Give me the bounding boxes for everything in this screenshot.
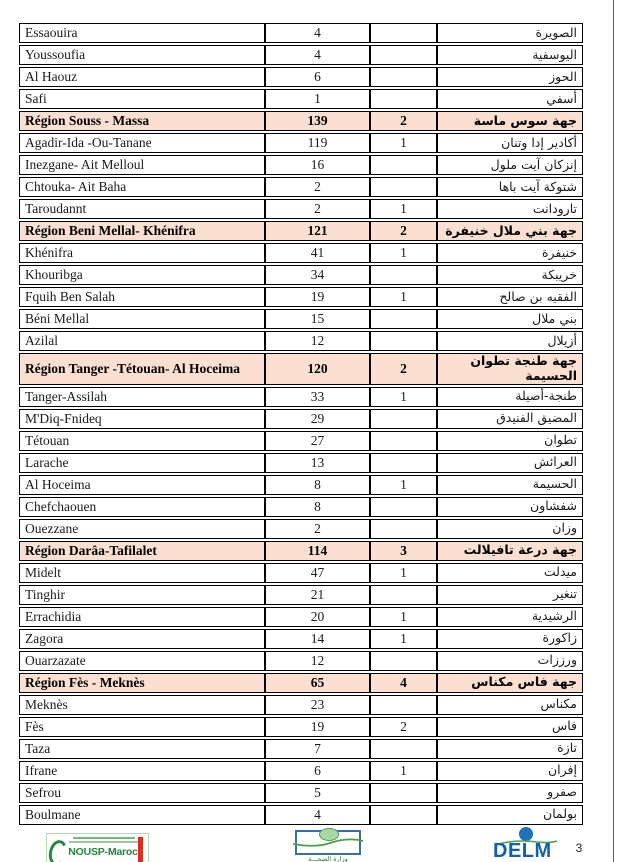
region-summary-row bbox=[19, 541, 583, 561]
name-fr: Région Souss - Massa bbox=[19, 111, 265, 131]
province-row bbox=[19, 475, 583, 495]
name-ar: اليوسفية bbox=[437, 45, 583, 65]
count-secondary: 4 bbox=[370, 673, 437, 693]
count-primary: 15 bbox=[265, 309, 370, 329]
province-row bbox=[19, 199, 583, 219]
name-ar: وزان bbox=[437, 519, 583, 539]
nousp-red-bar bbox=[138, 837, 143, 862]
name-fr: Tanger-Assilah bbox=[19, 387, 265, 407]
page-edge-line bbox=[613, 0, 614, 862]
name-ar: تازة bbox=[437, 739, 583, 759]
nousp-maroc-logo bbox=[46, 833, 149, 862]
ministry-of-health-logo bbox=[295, 829, 365, 862]
count-secondary bbox=[370, 651, 437, 671]
name-fr: Taza bbox=[19, 739, 265, 759]
count-secondary bbox=[370, 695, 437, 715]
province-row bbox=[19, 265, 583, 285]
name-ar: جهة درعة تافيلالت bbox=[437, 541, 583, 561]
count-secondary bbox=[370, 453, 437, 473]
page-footer bbox=[0, 826, 621, 862]
count-secondary: 3 bbox=[370, 541, 437, 561]
province-row bbox=[19, 177, 583, 197]
name-ar: جهة سوس ماسة bbox=[437, 111, 583, 131]
name-ar: أزيلال bbox=[437, 331, 583, 351]
page-number: 3 bbox=[575, 841, 583, 855]
province-row bbox=[19, 717, 583, 737]
province-row bbox=[19, 805, 583, 825]
count-primary: 27 bbox=[265, 431, 370, 451]
name-fr: Zagora bbox=[19, 629, 265, 649]
name-fr: Inezgane- Ait Melloul bbox=[19, 155, 265, 175]
name-ar: الرشيدية bbox=[437, 607, 583, 627]
nousp-logo-label: NOUSP-Maroc bbox=[68, 846, 138, 858]
name-fr: M'Diq-Fnideq bbox=[19, 409, 265, 429]
count-primary: 41 bbox=[265, 243, 370, 263]
region-summary-row bbox=[19, 111, 583, 131]
count-secondary bbox=[370, 155, 437, 175]
count-primary: 4 bbox=[265, 23, 370, 43]
count-secondary: 2 bbox=[370, 221, 437, 241]
name-ar: مكناس bbox=[437, 695, 583, 715]
name-ar: فاس bbox=[437, 717, 583, 737]
name-fr: Chtouka- Ait Baha bbox=[19, 177, 265, 197]
name-fr: Fquih Ben Salah bbox=[19, 287, 265, 307]
province-row bbox=[19, 331, 583, 351]
count-primary: 4 bbox=[265, 805, 370, 825]
count-secondary bbox=[370, 67, 437, 87]
name-fr: Région Tanger -Tétouan- Al Hoceima bbox=[19, 353, 265, 385]
count-primary: 14 bbox=[265, 629, 370, 649]
count-secondary bbox=[370, 331, 437, 351]
name-fr: Essaouira bbox=[19, 23, 265, 43]
name-ar: بني ملال bbox=[437, 309, 583, 329]
name-fr: Meknès bbox=[19, 695, 265, 715]
province-row bbox=[19, 387, 583, 407]
count-primary: 5 bbox=[265, 783, 370, 803]
count-primary: 121 bbox=[265, 221, 370, 241]
name-ar: بولمان bbox=[437, 805, 583, 825]
count-secondary bbox=[370, 45, 437, 65]
moh-swoosh-icon bbox=[292, 835, 364, 849]
count-primary: 2 bbox=[265, 519, 370, 539]
province-row bbox=[19, 519, 583, 539]
name-ar: ميدلت bbox=[437, 563, 583, 583]
count-primary: 12 bbox=[265, 331, 370, 351]
count-secondary bbox=[370, 519, 437, 539]
count-primary: 7 bbox=[265, 739, 370, 759]
count-secondary bbox=[370, 585, 437, 605]
name-fr: Région Fès - Meknès bbox=[19, 673, 265, 693]
name-fr: Ouezzane bbox=[19, 519, 265, 539]
province-row bbox=[19, 89, 583, 109]
province-row bbox=[19, 431, 583, 451]
count-primary: 8 bbox=[265, 497, 370, 517]
count-secondary bbox=[370, 177, 437, 197]
count-secondary: 1 bbox=[370, 199, 437, 219]
count-primary: 23 bbox=[265, 695, 370, 715]
count-secondary: 1 bbox=[370, 563, 437, 583]
name-ar: طنجة-أصيلة bbox=[437, 387, 583, 407]
count-secondary: 1 bbox=[370, 243, 437, 263]
count-primary: 139 bbox=[265, 111, 370, 131]
name-ar: جهة طنجة تطوان الحسيمة bbox=[437, 353, 583, 385]
name-fr: Errachidia bbox=[19, 607, 265, 627]
count-secondary: 1 bbox=[370, 629, 437, 649]
moh-logo-label: وزارة الصحـــة bbox=[308, 855, 348, 862]
count-secondary bbox=[370, 409, 437, 429]
name-fr: Midelt bbox=[19, 563, 265, 583]
name-fr: Béni Mellal bbox=[19, 309, 265, 329]
count-primary: 2 bbox=[265, 177, 370, 197]
name-fr: Khouribga bbox=[19, 265, 265, 285]
region-table-body bbox=[19, 23, 583, 825]
name-ar: شفشاون bbox=[437, 497, 583, 517]
count-primary: 47 bbox=[265, 563, 370, 583]
name-ar: جهة فاس مكناس bbox=[437, 673, 583, 693]
count-primary: 6 bbox=[265, 761, 370, 781]
name-fr: Chefchaouen bbox=[19, 497, 265, 517]
name-ar: صفرو bbox=[437, 783, 583, 803]
count-secondary bbox=[370, 497, 437, 517]
nousp-tiny-text-line bbox=[69, 841, 139, 843]
region-summary-row bbox=[19, 221, 583, 241]
name-ar: تارودانت bbox=[437, 199, 583, 219]
name-fr: Tétouan bbox=[19, 431, 265, 451]
province-row bbox=[19, 45, 583, 65]
name-fr: Khénifra bbox=[19, 243, 265, 263]
count-secondary bbox=[370, 805, 437, 825]
province-row bbox=[19, 739, 583, 759]
name-fr: Taroudannt bbox=[19, 199, 265, 219]
count-secondary bbox=[370, 265, 437, 285]
name-fr: Azilal bbox=[19, 331, 265, 351]
province-row bbox=[19, 651, 583, 671]
name-ar: إنزكان آيت ملول bbox=[437, 155, 583, 175]
count-secondary bbox=[370, 89, 437, 109]
name-fr: Youssoufia bbox=[19, 45, 265, 65]
province-row bbox=[19, 243, 583, 263]
count-secondary bbox=[370, 431, 437, 451]
name-ar: الحسيمة bbox=[437, 475, 583, 495]
name-fr: Larache bbox=[19, 453, 265, 473]
province-row bbox=[19, 287, 583, 307]
count-primary: 4 bbox=[265, 45, 370, 65]
nousp-tiny-text-line bbox=[73, 837, 135, 839]
count-secondary: 1 bbox=[370, 607, 437, 627]
name-ar: خريبكة bbox=[437, 265, 583, 285]
delm-logo-label: DELM bbox=[493, 840, 552, 862]
name-ar: خنيفرة bbox=[437, 243, 583, 263]
count-secondary: 1 bbox=[370, 475, 437, 495]
name-ar: تطوان bbox=[437, 431, 583, 451]
name-fr: Ifrane bbox=[19, 761, 265, 781]
name-ar: أسفي bbox=[437, 89, 583, 109]
count-primary: 2 bbox=[265, 199, 370, 219]
name-fr: Fès bbox=[19, 717, 265, 737]
province-row bbox=[19, 695, 583, 715]
province-row bbox=[19, 23, 583, 43]
count-secondary: 1 bbox=[370, 287, 437, 307]
province-row bbox=[19, 309, 583, 329]
count-secondary: 1 bbox=[370, 387, 437, 407]
name-ar: الصويرة bbox=[437, 23, 583, 43]
region-summary-row bbox=[19, 673, 583, 693]
name-fr: Al Hoceima bbox=[19, 475, 265, 495]
count-primary: 65 bbox=[265, 673, 370, 693]
count-primary: 20 bbox=[265, 607, 370, 627]
province-row bbox=[19, 67, 583, 87]
province-row bbox=[19, 155, 583, 175]
province-row bbox=[19, 761, 583, 781]
count-primary: 33 bbox=[265, 387, 370, 407]
name-ar: ورززات bbox=[437, 651, 583, 671]
count-secondary bbox=[370, 23, 437, 43]
name-ar: شتوكة آيت باها bbox=[437, 177, 583, 197]
count-primary: 12 bbox=[265, 651, 370, 671]
count-primary: 34 bbox=[265, 265, 370, 285]
count-secondary: 1 bbox=[370, 133, 437, 153]
name-fr: Sefrou bbox=[19, 783, 265, 803]
count-secondary: 1 bbox=[370, 761, 437, 781]
count-primary: 119 bbox=[265, 133, 370, 153]
province-row bbox=[19, 453, 583, 473]
count-primary: 120 bbox=[265, 353, 370, 385]
name-ar: زاكورة bbox=[437, 629, 583, 649]
name-ar: أكادير إدا وتنان bbox=[437, 133, 583, 153]
name-fr: Agadir-Ida -Ou-Tanane bbox=[19, 133, 265, 153]
count-secondary bbox=[370, 309, 437, 329]
province-row bbox=[19, 783, 583, 803]
name-ar: إفران bbox=[437, 761, 583, 781]
province-row bbox=[19, 629, 583, 649]
count-secondary bbox=[370, 739, 437, 759]
name-fr: Région Darâa-Tafilalet bbox=[19, 541, 265, 561]
count-secondary bbox=[370, 783, 437, 803]
name-ar: الفقيه بن صالح bbox=[437, 287, 583, 307]
count-primary: 29 bbox=[265, 409, 370, 429]
name-ar: العرائش bbox=[437, 453, 583, 473]
delm-logo bbox=[493, 827, 577, 861]
province-row bbox=[19, 563, 583, 583]
count-primary: 114 bbox=[265, 541, 370, 561]
name-fr: Boulmane bbox=[19, 805, 265, 825]
name-fr: Tinghir bbox=[19, 585, 265, 605]
count-primary: 8 bbox=[265, 475, 370, 495]
name-fr: Ouarzazate bbox=[19, 651, 265, 671]
count-primary: 16 bbox=[265, 155, 370, 175]
count-primary: 13 bbox=[265, 453, 370, 473]
cases-by-region-table bbox=[19, 21, 583, 827]
name-fr: Al Haouz bbox=[19, 67, 265, 87]
province-row bbox=[19, 133, 583, 153]
province-row bbox=[19, 497, 583, 517]
province-row bbox=[19, 409, 583, 429]
province-row bbox=[19, 585, 583, 605]
name-ar: الحوز bbox=[437, 67, 583, 87]
name-fr: Safi bbox=[19, 89, 265, 109]
count-primary: 19 bbox=[265, 717, 370, 737]
name-fr: Région Beni Mellal- Khénifra bbox=[19, 221, 265, 241]
count-primary: 21 bbox=[265, 585, 370, 605]
count-primary: 6 bbox=[265, 67, 370, 87]
count-secondary: 2 bbox=[370, 111, 437, 131]
count-primary: 1 bbox=[265, 89, 370, 109]
province-row bbox=[19, 607, 583, 627]
count-secondary: 2 bbox=[370, 353, 437, 385]
name-ar: المضيق الفنيدق bbox=[437, 409, 583, 429]
count-secondary: 2 bbox=[370, 717, 437, 737]
name-ar: تنغير bbox=[437, 585, 583, 605]
region-summary-row bbox=[19, 353, 583, 385]
count-primary: 19 bbox=[265, 287, 370, 307]
name-ar: جهة بني ملال خنيفرة bbox=[437, 221, 583, 241]
